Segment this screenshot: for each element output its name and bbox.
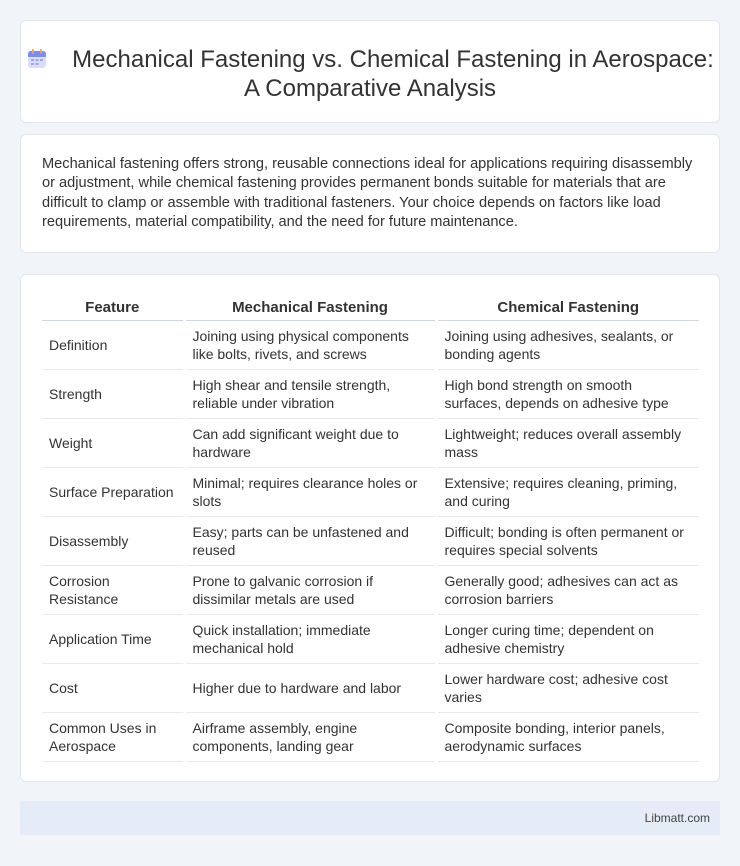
feature-cell: Common Uses in Aerospace [42,712,184,761]
title-card [20,20,720,123]
footer-bar [20,801,720,835]
comparison-table [42,298,699,762]
header-feature: Feature [42,298,184,320]
feature-cell: Surface Preparation [42,467,184,516]
table-header-row [42,298,699,320]
mechanical-cell: High shear and tensile strength, reliable under vibration [184,369,436,418]
table-row [42,614,699,663]
mechanical-cell: Can add significant weight due to hardware [184,418,436,467]
page-title-wrap [21,45,719,103]
chemical-cell: Difficult; bonding is often permanent or requires special solvents [436,516,699,565]
feature-cell: Disassembly [42,516,184,565]
chemical-cell: Joining using adhesives, sealants, or bonding agents [436,320,699,369]
chemical-cell: Generally good; adhesives can act as corrosion barriers [436,565,699,614]
table-row [42,712,699,761]
page-title: Mechanical Fastening vs. Chemical Fastening in Aerospace: A Comparative Analysis [72,46,714,102]
table-row [42,320,699,369]
calendar-icon [26,48,48,70]
table-row [42,516,699,565]
table-row [42,369,699,418]
mechanical-cell: Joining using physical components like bolts, rivets, and screws [184,320,436,369]
feature-cell: Weight [42,418,184,467]
chemical-cell: High bond strength on smooth surfaces, depends on adhesive type [436,369,699,418]
mechanical-cell: Higher due to hardware and labor [184,663,436,712]
summary-card [20,134,720,253]
table-row [42,565,699,614]
feature-cell: Corrosion Resistance [42,565,184,614]
chemical-cell: Composite bonding, interior panels, aerodynamic surfaces [436,712,699,761]
mechanical-cell: Prone to galvanic corrosion if dissimilar metals are used [184,565,436,614]
table-row [42,418,699,467]
feature-cell: Cost [42,663,184,712]
mechanical-cell: Airframe assembly, engine components, landing gear [184,712,436,761]
mechanical-cell: Easy; parts can be unfastened and reused [184,516,436,565]
feature-cell: Definition [42,320,184,369]
summary-text: Mechanical fastening offers strong, reusable connections ideal for applications requiring disassembly or adjustment, while chemical fastening provides permanent bonds suitable for materials that are difficult to clamp or assemble with traditional fasteners. Your choice depends on factors like load requirements, material compatibility, and the need for future maintenance. [42,156,693,231]
mechanical-cell: Minimal; requires clearance holes or slots [184,467,436,516]
feature-cell: Application Time [42,614,184,663]
table-row [42,467,699,516]
chemical-cell: Longer curing time; dependent on adhesive chemistry [436,614,699,663]
feature-cell: Strength [42,369,184,418]
comparison-table-card [20,274,720,782]
header-mechanical: Mechanical Fastening [184,298,436,320]
header-chemical: Chemical Fastening [436,298,699,320]
footer-site-link[interactable]: Libmatt.com [644,811,710,825]
chemical-cell: Extensive; requires cleaning, priming, and curing [436,467,699,516]
table-row [42,663,699,712]
chemical-cell: Lower hardware cost; adhesive cost varies [436,663,699,712]
chemical-cell: Lightweight; reduces overall assembly mass [436,418,699,467]
mechanical-cell: Quick installation; immediate mechanical hold [184,614,436,663]
